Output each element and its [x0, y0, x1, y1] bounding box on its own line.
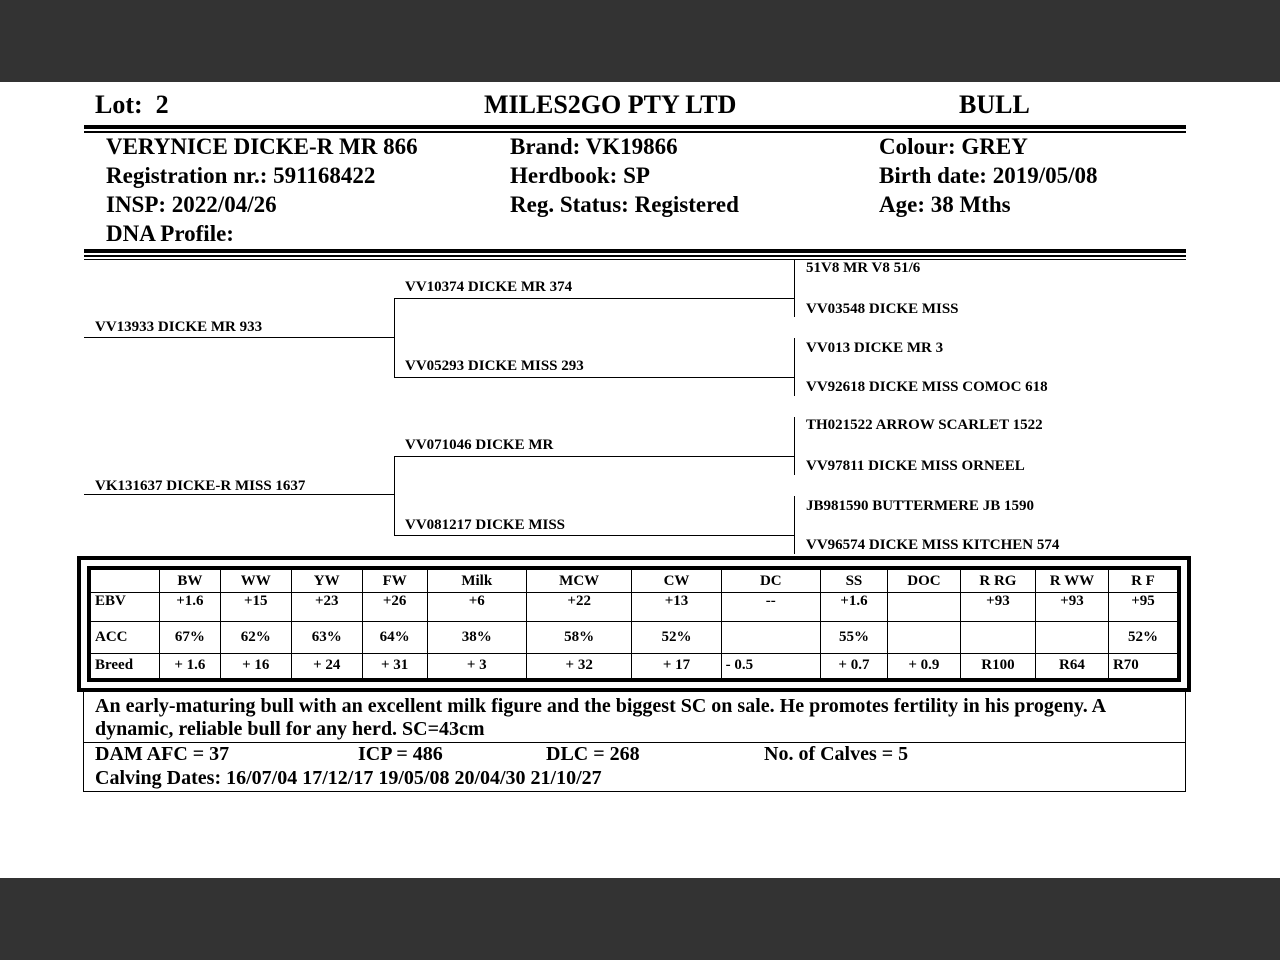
bottom-dark-band: [0, 878, 1280, 960]
pedigree-ggp-top-line: [794, 259, 1186, 260]
herdbook: Herdbook: SP: [510, 163, 650, 188]
birth-date: Birth date: 2019/05/08: [879, 163, 1098, 188]
info-rule-thin: [84, 255, 1186, 257]
pedigree-ggp-4: VV92618 DICKE MISS COMOC 618: [806, 379, 1048, 395]
ebv-cell: + 3: [427, 653, 526, 678]
ebv-row-label: ACC: [91, 622, 160, 653]
dam-icp: ICP = 486: [358, 743, 443, 765]
ebv-row-label: Breed: [91, 653, 160, 678]
ebv-header-cell: FW: [362, 570, 427, 593]
dam-dlc: DLC = 268: [546, 743, 640, 765]
ebv-header-cell: CW: [632, 570, 721, 593]
ebv-header-cell: SS: [820, 570, 887, 593]
ebv-header-cell: [91, 570, 160, 593]
pedigree-top-line: [84, 259, 794, 260]
pedigree-sire-dam: VV05293 DICKE MISS 293: [405, 358, 584, 374]
info-rule-thick: [84, 249, 1186, 253]
pedigree-sire: VV13933 DICKE MR 933: [95, 319, 263, 335]
pedigree-ggp-bracket-2: [794, 338, 795, 396]
ebv-cell: +1.6: [820, 593, 887, 622]
lot-number: 2: [155, 90, 169, 119]
ebv-header-cell: DC: [721, 570, 820, 593]
ebv-header-row: [91, 570, 1178, 593]
dam-calves: No. of Calves = 5: [764, 743, 909, 765]
ebv-cell: 58%: [526, 622, 631, 653]
ebv-cell: +23: [291, 593, 362, 622]
ebv-header-cell: MCW: [526, 570, 631, 593]
pedigree-sd-line: [394, 377, 794, 378]
top-dark-band: [0, 0, 1280, 82]
ebv-cell: R70: [1108, 653, 1177, 678]
pedigree-sire-bracket: [394, 298, 395, 378]
ebv-cell: --: [721, 593, 820, 622]
pedigree-dam-bracket: [394, 456, 395, 536]
ebv-cell: +15: [220, 593, 291, 622]
ebv-cell: + 17: [632, 653, 721, 678]
ebv-cell: +6: [427, 593, 526, 622]
pedigree-ds-line: [394, 456, 794, 457]
animal-sex: BULL: [959, 90, 1030, 119]
pedigree-ggp-bracket-1: [794, 259, 795, 317]
ebv-header-cell: Milk: [427, 570, 526, 593]
brand: Brand: VK19866: [510, 134, 678, 159]
ebv-header-cell: YW: [291, 570, 362, 593]
ebv-header-cell: BW: [159, 570, 220, 593]
animal-name: VERYNICE DICKE-R MR 866: [106, 134, 418, 159]
pedigree-ggp-7: JB981590 BUTTERMERE JB 1590: [806, 498, 1034, 514]
pedigree-ggp-2: VV03548 DICKE MISS: [806, 301, 959, 317]
ebv-cell: - 0.5: [721, 653, 820, 678]
ebv-cell: + 0.7: [820, 653, 887, 678]
header-rule-thick: [84, 125, 1186, 129]
ebv-header-cell: R WW: [1035, 570, 1108, 593]
pedigree-ggp-6: VV97811 DICKE MISS ORNEEL: [806, 458, 1025, 474]
ebv-cell: +26: [362, 593, 427, 622]
ebv-cell: +1.6: [159, 593, 220, 622]
colour: Colour: GREY: [879, 134, 1028, 159]
age: Age: 38 Mths: [879, 192, 1011, 217]
ebv-cell: 52%: [632, 622, 721, 653]
ebv-cell: +22: [526, 593, 631, 622]
ebv-cell: +93: [960, 593, 1035, 622]
ebv-row-label: EBV: [91, 593, 160, 622]
remarks-box: [83, 692, 1186, 792]
pedigree-ggp-3: VV013 DICKE MR 3: [806, 340, 944, 356]
ebv-header-cell: R F: [1108, 570, 1177, 593]
ebv-row-acc: [91, 622, 1178, 653]
pedigree-dam-line: [84, 494, 394, 495]
ebv-cell: + 1.6: [159, 653, 220, 678]
ebv-cell: 38%: [427, 622, 526, 653]
ebv-header-cell: WW: [220, 570, 291, 593]
pedigree-sire-sire: VV10374 DICKE MR 374: [405, 279, 573, 295]
ebv-cell: + 31: [362, 653, 427, 678]
pedigree-dam-sire: VV071046 DICKE MR: [405, 437, 554, 453]
ebv-header-cell: DOC: [887, 570, 960, 593]
header-rule-thin: [84, 131, 1186, 133]
ebv-table-inner-frame: [87, 566, 1181, 682]
pedigree-ggp-bracket-4: [794, 496, 795, 554]
ebv-cell: R64: [1035, 653, 1108, 678]
ebv-cell: R100: [960, 653, 1035, 678]
ebv-cell: [887, 593, 960, 622]
pedigree-ggp-5: TH021522 ARROW SCARLET 1522: [806, 417, 1043, 433]
ebv-cell: + 16: [220, 653, 291, 678]
calving-dates: Calving Dates: 16/07/04 17/12/17 19/05/08 20/04/30 21/10/27: [95, 767, 602, 789]
animal-description: An early-maturing bull with an excellent milk figure and the biggest SC on sale. He promotes fertility in his progeny. A dynamic, reliable bull for any herd. SC=43cm: [95, 695, 1106, 740]
ebv-header-cell: R RG: [960, 570, 1035, 593]
pedigree-dd-line: [394, 535, 794, 536]
pedigree-ss-line: [394, 298, 794, 299]
ebv-cell: 52%: [1108, 622, 1177, 653]
lot-label: Lot: 2: [95, 90, 169, 119]
ebv-cell: [721, 622, 820, 653]
ebv-cell: + 24: [291, 653, 362, 678]
dam-afc: DAM AFC = 37: [95, 743, 230, 765]
pedigree-ggp-8: VV96574 DICKE MISS KITCHEN 574: [806, 537, 1060, 553]
pedigree-ggp-1: 51V8 MR V8 51/6: [806, 260, 921, 276]
ebv-cell: +95: [1108, 593, 1177, 622]
ebv-cell: + 0.9: [887, 653, 960, 678]
ebv-cell: 62%: [220, 622, 291, 653]
pedigree-dam-dam: VV081217 DICKE MISS: [405, 517, 566, 533]
ebv-cell: [960, 622, 1035, 653]
ebv-cell: 63%: [291, 622, 362, 653]
registration-status: Reg. Status: Registered: [510, 192, 739, 217]
catalogue-page: [0, 82, 1280, 878]
pedigree-ggp-bracket-3: [794, 417, 795, 475]
pedigree-dam: VK131637 DICKE-R MISS 1637: [95, 478, 306, 494]
ebv-row-breed: [91, 653, 1178, 678]
ebv-cell: +93: [1035, 593, 1108, 622]
registration-number: Registration nr.: 591168422: [106, 163, 376, 188]
ebv-cell: +13: [632, 593, 721, 622]
ebv-cell: 67%: [159, 622, 220, 653]
breeder-name: MILES2GO PTY LTD: [484, 90, 737, 119]
inspection-date: INSP: 2022/04/26: [106, 192, 277, 217]
ebv-table: [90, 569, 1178, 679]
ebv-cell: [887, 622, 960, 653]
ebv-cell: [1035, 622, 1108, 653]
ebv-row-ebv: [91, 593, 1178, 622]
ebv-cell: 64%: [362, 622, 427, 653]
ebv-table-frame: [77, 556, 1191, 692]
ebv-cell: + 32: [526, 653, 631, 678]
ebv-cell: 55%: [820, 622, 887, 653]
dna-profile: DNA Profile:: [106, 221, 234, 246]
pedigree-sire-line: [84, 337, 394, 338]
